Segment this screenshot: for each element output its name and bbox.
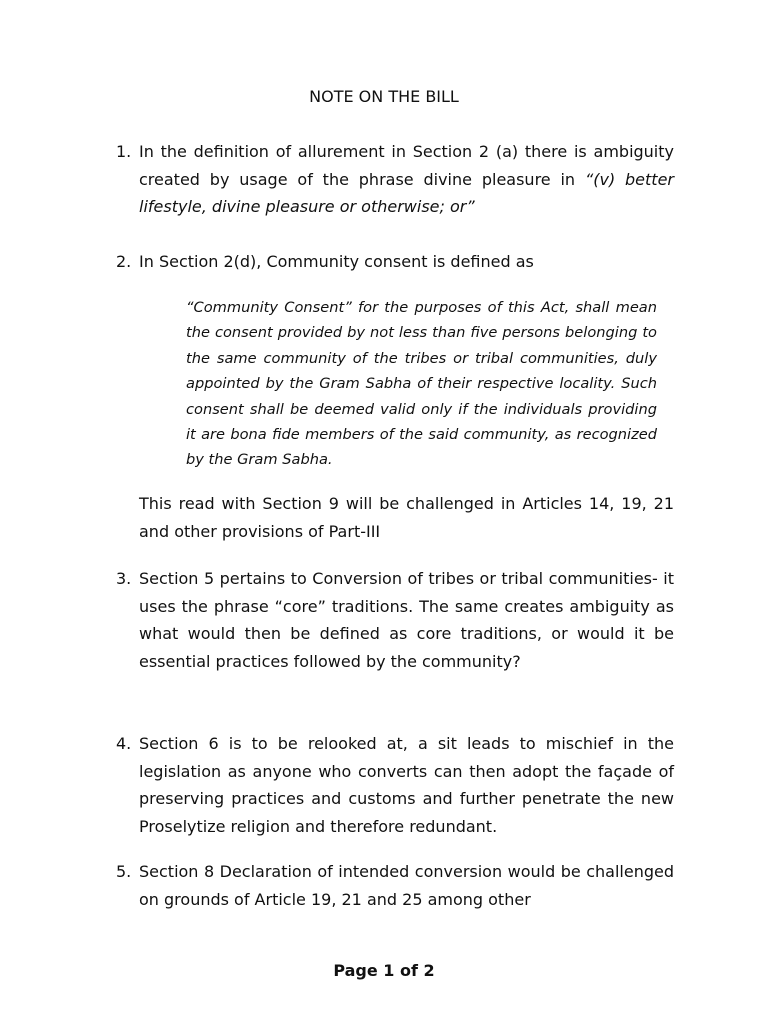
list-number: 1. — [116, 142, 132, 161]
list-item-text: Section 6 is to be relooked at, a sit leads to mischief in the legislation as anyone who converts can then adopt the façade of preserving practices and customs and further penetrate the new Proselytize religion and therefore redundant. — [139, 734, 674, 837]
list-item — [116, 730, 674, 841]
list-item-text: In Section 2(d), Community consent is defined as — [139, 252, 534, 271]
list-item-text: Section 8 Declaration of intended conversion would be challenged on grounds of Article 19, 21 and 25 among other — [139, 862, 674, 909]
list-item-text: Section 5 pertains to Conversion of tribes or tribal communities- it uses the phrase “core” traditions. The same creates ambiguity as what would then be defined as core traditions, or would it be essential practices followed by the community? — [139, 569, 674, 672]
list-number: 5. — [116, 862, 132, 881]
document-title: NOTE ON THE BILL — [309, 87, 459, 106]
page-number-footer: Page 1 of 2 — [333, 961, 435, 980]
item-italic-quote: “(v) better lifestyle, divine pleasure or otherwise; or” — [139, 169, 674, 217]
list-item — [116, 858, 674, 913]
list-number: 4. — [116, 734, 132, 753]
list-item — [116, 138, 674, 221]
list-item — [116, 248, 674, 276]
list-number: 3. — [116, 569, 132, 588]
list-number: 2. — [116, 252, 132, 271]
block-quote: “Community Consent” for the purposes of this Act, shall mean the consent provided by not less than five persons belonging to the same community of the tribes or tribal communities, duly appointed by the Gram Sabha of their respective locality. Such consent shall be deemed valid only if the individuals providing it are bona fide members of the said community, as recognized by the Gram Sabha. — [186, 299, 657, 469]
followup-paragraph: This read with Section 9 will be challenged in Articles 14, 19, 21 and other provisions of Part-III — [139, 494, 674, 541]
item-text: In the definition of allurement in Section 2 (a) there is ambiguity created by usage of the phrase divine pleasure in — [139, 142, 674, 189]
list-item — [116, 565, 674, 676]
list-item-text — [139, 138, 674, 221]
